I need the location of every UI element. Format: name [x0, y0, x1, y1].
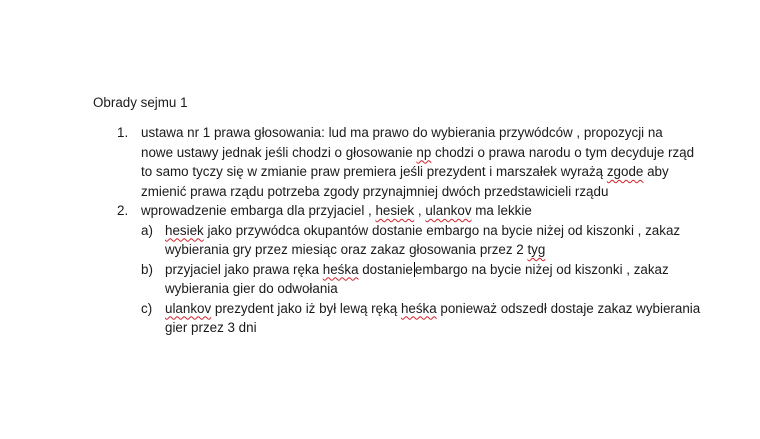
list-number: 2.	[117, 203, 129, 218]
text-line	[141, 162, 701, 182]
sublist-item-c	[0, 299, 760, 338]
sublist-item-a	[0, 221, 760, 260]
text-run: embargo na bycie niżej od kiszonki , zakaz	[414, 261, 669, 277]
text-run: jako przywódca okupantów dostanie embargo na bycie niżej od kiszonki , zakaz	[203, 222, 681, 238]
list-number: 1.	[117, 125, 129, 140]
list-item-text	[141, 201, 701, 221]
sublist-item-b	[0, 260, 760, 299]
text-line	[165, 260, 705, 280]
misspelled-word[interactable]: heśka	[322, 261, 359, 277]
misspelled-word[interactable]: ulankov	[165, 300, 212, 316]
text-line	[165, 279, 705, 299]
sublist-letter: a)	[141, 222, 153, 238]
text-run: to samo tyczy się w zmianie praw premiera jeśli prezydent i marszałek wyrażą	[141, 164, 607, 179]
text-run: przyjaciel jako prawa ręka	[165, 261, 323, 277]
text-run: aby	[643, 164, 669, 179]
misspelled-word[interactable]: zgode	[606, 164, 644, 179]
text-run: prezydent jako iż był lewą ręką	[211, 300, 401, 316]
text-run: ,	[414, 203, 426, 218]
misspelled-word[interactable]: np	[416, 144, 432, 160]
text-run: wybierania gry przez miesiąc oraz zakaz głosowania przez 2	[165, 242, 528, 257]
misspelled-word[interactable]: heśka	[400, 300, 437, 316]
list-item-1	[0, 123, 760, 201]
text-run: wybierania gier do odwołania	[165, 281, 338, 296]
text-line	[165, 221, 705, 241]
text-run: nowe ustawy jednak jeśli chodzi o głosowanie	[141, 144, 417, 160]
misspelled-word[interactable]: hesiek	[165, 222, 204, 238]
sublist-letter: c)	[141, 300, 153, 316]
sublist-item-text	[165, 221, 705, 260]
text-run: ma lekkie	[471, 203, 532, 218]
text-run: ustawa nr 1 prawa głosowania: lud ma prawo do wybierania przywódców , propozycji na	[141, 125, 663, 140]
misspelled-word[interactable]: hesiek	[375, 203, 415, 218]
text-line	[141, 143, 701, 163]
document-title: Obrady sejmu 1	[93, 95, 188, 110]
text-line	[141, 201, 701, 221]
text-run: dostanie	[358, 261, 413, 277]
text-line	[165, 299, 705, 319]
list-item-2	[0, 201, 760, 338]
list-item-text	[141, 123, 701, 201]
misspelled-word[interactable]: tyg	[527, 242, 546, 257]
text-line	[165, 318, 705, 338]
sublist-item-text	[165, 299, 705, 338]
text-run: zmienić prawa rządu potrzeba zgody przynajmniej dwóch przedstawicieli rządu	[141, 183, 609, 199]
numbered-list	[0, 123, 760, 338]
text-run: gier przez 3 dni	[165, 320, 257, 335]
text-line	[141, 123, 701, 143]
sublist-letter: b)	[141, 261, 153, 277]
text-line	[165, 240, 705, 260]
text-run: chodzi o prawa narodu o tym decyduje rząd	[431, 144, 695, 160]
sublist-item-text	[165, 260, 705, 299]
text-line	[141, 182, 701, 202]
text-run: ponieważ odszedł dostaje zakaz wybierania	[436, 300, 701, 316]
misspelled-word[interactable]: ulankov	[425, 203, 472, 218]
text-run: wprowadzenie embarga dla przyjaciel ,	[141, 203, 376, 218]
